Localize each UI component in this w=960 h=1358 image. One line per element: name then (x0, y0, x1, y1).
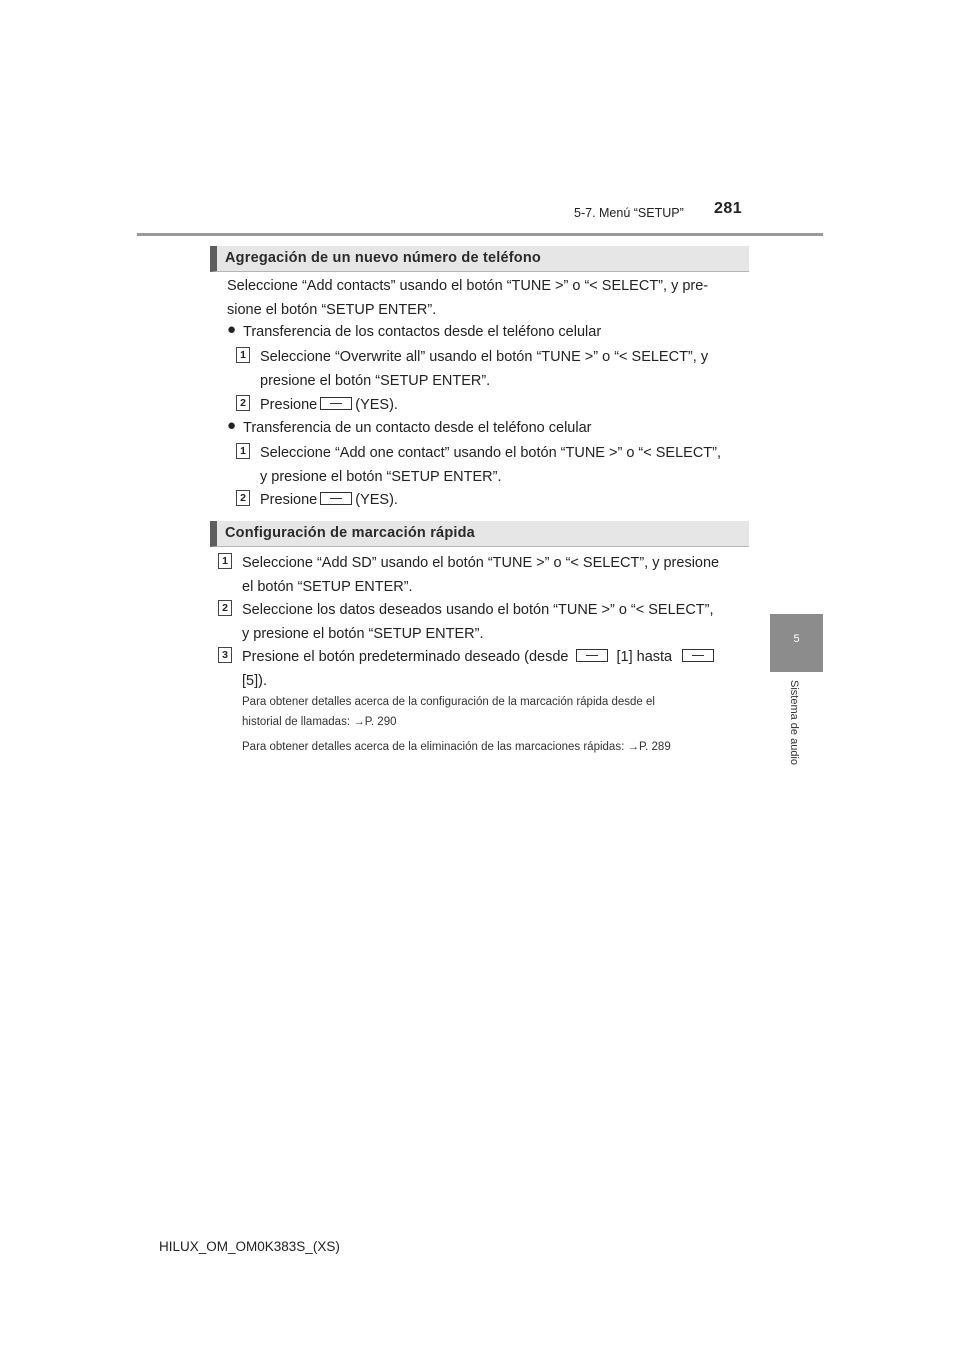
note-line: Para obtener detalles acerca de la configuración de la marcación rápida desde el (242, 696, 655, 708)
step-text-line-2: el botón “SETUP ENTER”. (242, 579, 413, 595)
section-heading-speed-dial (210, 521, 749, 547)
bullet-text-transfer-one: Transferencia de un contacto desde el teléfono celular (243, 420, 592, 436)
bullet-icon: ● (227, 417, 237, 434)
step-number-badge: 1 (218, 553, 232, 569)
page-number: 281 (714, 200, 743, 217)
preset-button-icon (576, 649, 608, 662)
preset-button-icon (320, 397, 352, 410)
chapter-number: 5 (793, 633, 800, 645)
step-number-badge: 2 (236, 490, 250, 506)
document-code: HILUX_OM_OM0K383S_(XS) (159, 1239, 340, 1254)
bullet-text-transfer-all: Transferencia de los contactos desde el teléfono celular (243, 324, 602, 340)
step-number-badge: 2 (218, 600, 232, 616)
step-text-press: Presione (260, 397, 318, 413)
chapter-tab (770, 614, 823, 672)
step-number-badge: 3 (218, 647, 232, 663)
step-text-line-1: Seleccione los datos deseados usando el botón “TUNE >” o “< SELECT”, (242, 602, 714, 618)
step-text-part: [1] hasta (616, 649, 673, 665)
step-text-line-1: Seleccione “Overwrite all” usando el botón “TUNE >” o “< SELECT”, y (260, 349, 709, 365)
step-number-badge: 2 (236, 395, 250, 411)
step-text-line-2: y presione el botón “SETUP ENTER”. (242, 626, 484, 642)
header-divider (137, 233, 823, 236)
step-text-yes: (YES). (355, 397, 398, 413)
intro-line-2: sione el botón “SETUP ENTER”. (227, 302, 437, 318)
step-text-line-1 (242, 645, 752, 669)
section-heading-add-number (210, 246, 749, 272)
chapter-title: Sistema de audio (788, 680, 800, 765)
step-text-line-2: [5]). (242, 673, 267, 689)
step-text-line-2: presione el botón “SETUP ENTER”. (260, 373, 491, 389)
section-heading-text: Agregación de un nuevo número de teléfono (225, 250, 541, 266)
step-text-yes: (YES). (355, 492, 398, 508)
note-line: Para obtener detalles acerca de la eliminación de las marcaciones rápidas: →P. 289 (242, 741, 671, 753)
preset-button-icon (320, 492, 352, 505)
step-number-badge: 1 (236, 347, 250, 363)
bullet-icon: ● (227, 321, 237, 338)
section-heading-text: Configuración de marcación rápida (225, 525, 475, 541)
note-line: historial de llamadas: →P. 290 (242, 716, 397, 728)
step-text-line-1: Seleccione “Add one contact” usando el botón “TUNE >” o “< SELECT”, (260, 445, 722, 461)
step-number-badge: 1 (236, 443, 250, 459)
step-text-line-1: Seleccione “Add SD” usando el botón “TUNE >” o “< SELECT”, y presione (242, 555, 720, 571)
intro-line-1: Seleccione “Add contacts” usando el botón “TUNE >” o “< SELECT”, y pre- (227, 278, 709, 294)
header-section-title: 5-7. Menú “SETUP” (574, 206, 684, 220)
step-text-line-2: y presione el botón “SETUP ENTER”. (260, 469, 502, 485)
step-text-press: Presione (260, 492, 318, 508)
step-text-press-yes (260, 393, 398, 417)
step-text-press-yes (260, 488, 398, 512)
step-text-part: Presione el botón predeterminado deseado (desde (242, 649, 569, 665)
preset-button-icon (682, 649, 714, 662)
